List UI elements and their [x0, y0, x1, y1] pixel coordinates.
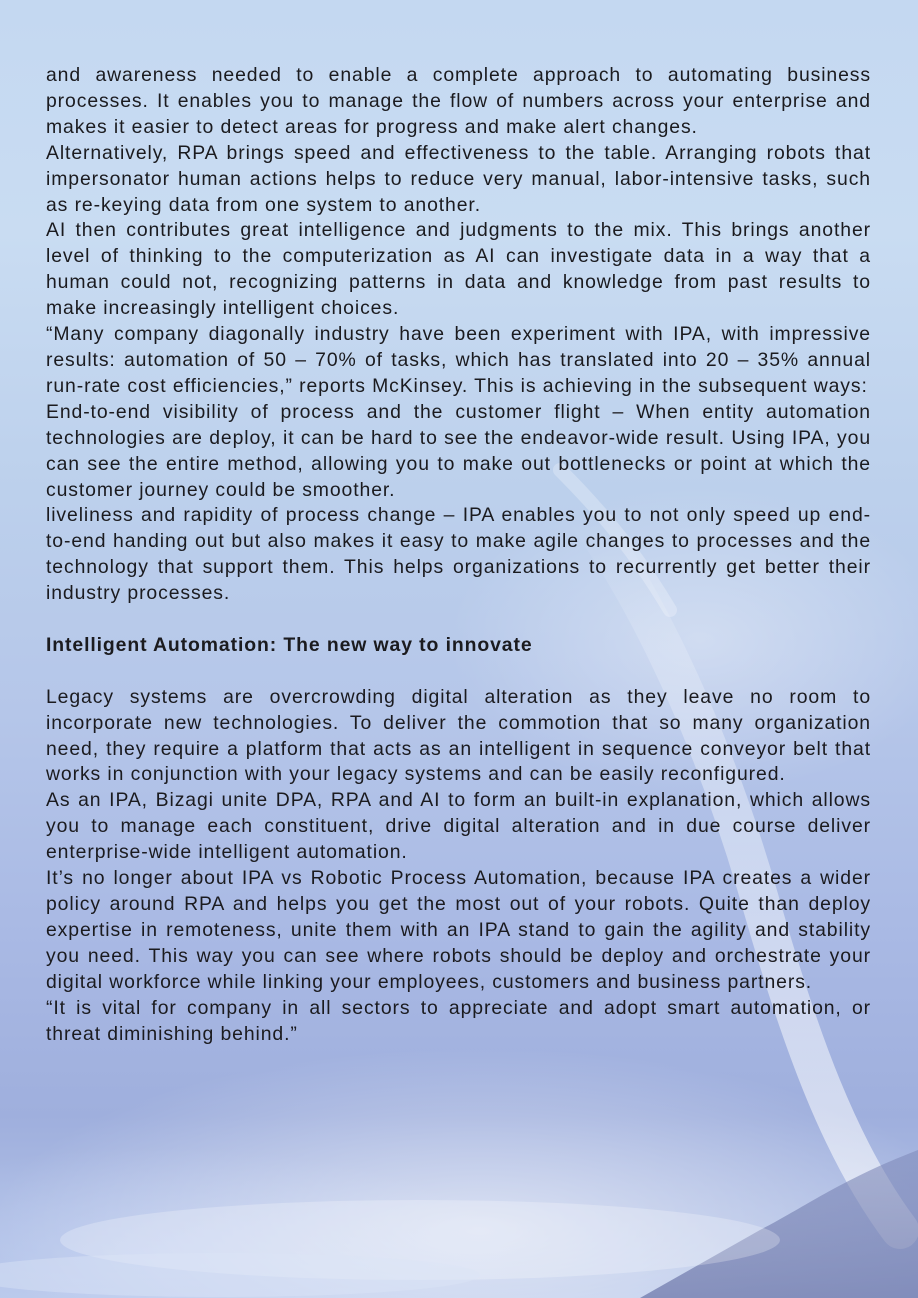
- paragraph: liveliness and rapidity of process change – IPA enables you to not only speed up end-to-end handing out but also makes it easy to make agile changes to processes and the technology that support them. This helps organizations to recurrently get better their industry processes.: [46, 504, 871, 605]
- paragraph: Legacy systems are overcrowding digital alteration as they leave no room to incorporate new technologies. To deliver the commotion that so many organization need, they require a platform that acts as an intelligent in sequence conveyor belt that works in conjunction with your legacy systems and can be easily reconfigured.: [46, 685, 871, 786]
- paragraph: As an IPA, Bizagi unite DPA, RPA and AI to form an built-in explanation, which allows you to manage each constituent, drive digital alteration and in due course deliver enterprise-wide intelligent automation.: [46, 789, 871, 864]
- section-heading: Intelligent Automation: The new way to innovate: [46, 633, 533, 656]
- paragraph: End-to-end visibility of process and the customer flight – When entity automation technologies are deploy, it can be hard to see the endeavor-wide result. Using IPA, you can see the entire method, allowing you to make out bottlenecks or point at which the customer journey could be smoother.: [46, 400, 871, 501]
- paragraph: and awareness needed to enable a complete approach to automating business processes. It enables you to manage the flow of numbers across your enterprise and makes it easier to detect areas for progress and make alert changes.: [46, 64, 871, 138]
- paragraph: “It is vital for company in all sectors to appreciate and adopt smart automation, or threat diminishing behind.”: [46, 996, 871, 1045]
- paragraph: It’s no longer about IPA vs Robotic Process Automation, because IPA creates a wider policy around RPA and helps you get the most out of your robots. Quite than deploy expertise in remoteness, unite them with an IPA stand to gain the agility and stability you need. This way you can see where robots should be deploy and orchestrate your digital workforce while linking your employees, customers and business partners.: [46, 867, 871, 993]
- document-body: [46, 63, 871, 1047]
- paragraph: AI then contributes great intelligence and judgments to the mix. This brings another level of thinking to the computerization as AI can investigate data in a way that a human could not, recognizing patterns in data and knowledge from past results to make increasingly intelligent choices.: [46, 219, 871, 320]
- paragraph: Alternatively, RPA brings speed and effectiveness to the table. Arranging robots that impersonator human actions helps to reduce very manual, labor-intensive tasks, such as re-keying data from one system to another.: [46, 141, 871, 216]
- paragraph: “Many company diagonally industry have been experiment with IPA, with impressive results: automation of 50 – 70% of tasks, which has translated into 20 – 35% annual run-rate cost efficiencies,” reports McKinsey. This is achieving in the subsequent ways:: [46, 323, 871, 397]
